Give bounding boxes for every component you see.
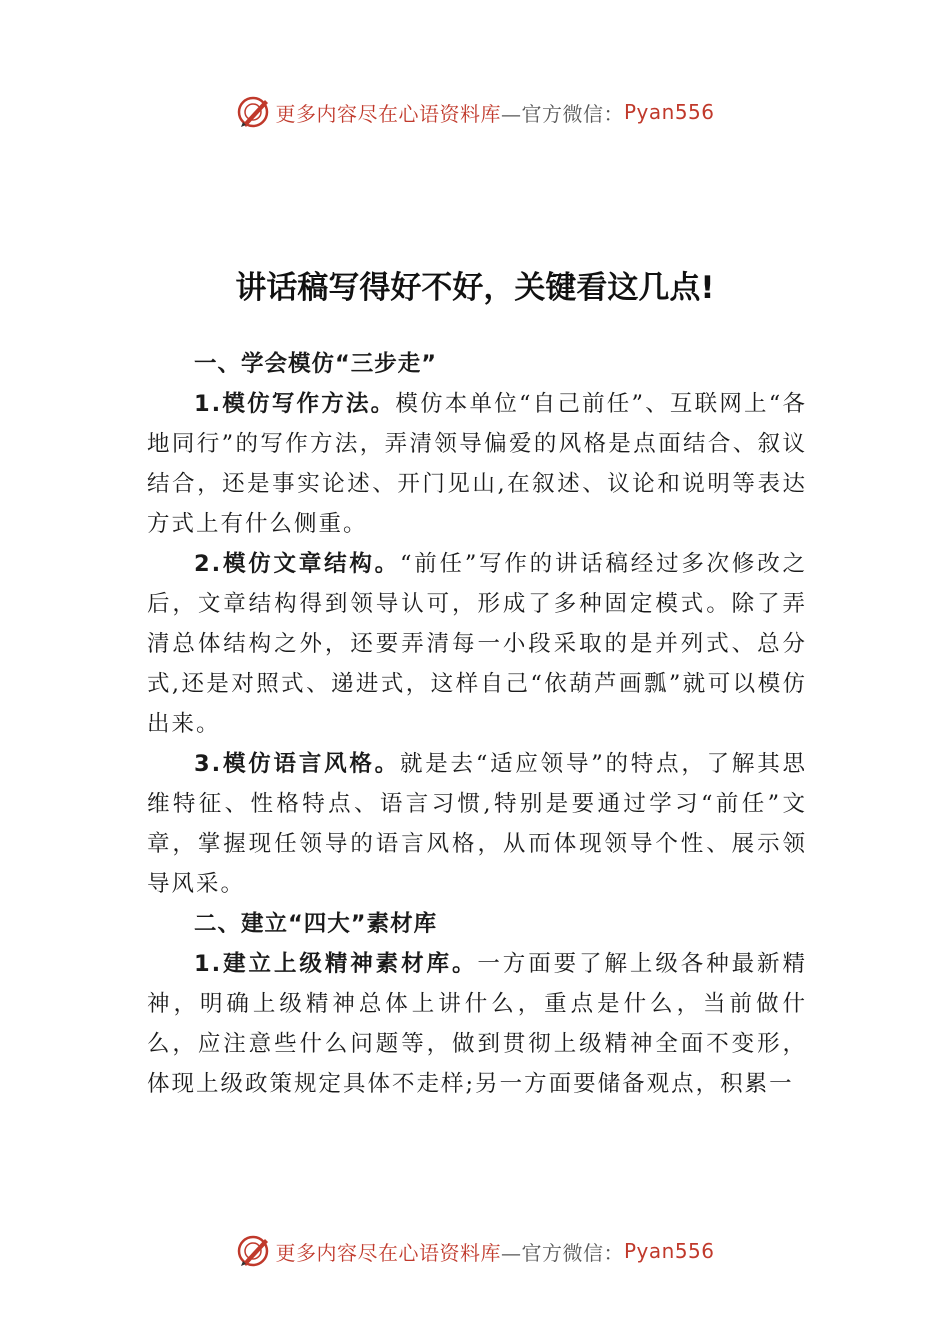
paragraph-2-1 xyxy=(147,944,807,1104)
paragraph-label: 3.模仿语言风格。 xyxy=(194,751,400,777)
watermark-text-library: 更多内容尽在心语资料库 xyxy=(275,1240,501,1265)
paragraph-1-2 xyxy=(147,544,807,744)
paragraph-label: 1.模仿写作方法。 xyxy=(194,391,396,417)
page-title: 讲话稿写得好不好，关键看这几点! xyxy=(235,270,715,306)
watermark-wechat-id: Pyan556 xyxy=(623,1239,715,1263)
watermark-wechat-id: Pyan556 xyxy=(623,100,715,124)
paragraph-text: “前任”写作的讲话稿经过多次修改之后，文章结构得到领导认可，形成了多种固定模式。除了弄清总体结构之外，还要弄清每一小段采取的是并列式、总分式,还是对照式、递进式，这样自己“依葫芦画瓢”就可以模仿出来。 xyxy=(147,551,807,737)
paragraph-1-1 xyxy=(147,384,807,544)
paragraph-text: 模仿本单位“自己前任”、互联网上“各地同行”的写作方法，弄清领导偏爱的风格是点面结合、叙议结合，还是事实论述、开门见山,在叙述、议论和说明等表达方式上有什么侧重。 xyxy=(147,391,807,537)
header-watermark xyxy=(0,94,950,130)
paragraph-text: 一方面要了解上级各种最新精神，明确上级精神总体上讲什么，重点是什么，当前做什么，应注意些什么问题等，做到贯彻上级精神全面不变形，体现上级政策规定具体不走样;另一方面要储备观点，积累一 xyxy=(147,951,807,1097)
pen-logo-icon xyxy=(235,1233,271,1269)
section-heading-1: 一、学会模仿“三步走” xyxy=(194,351,438,377)
watermark-text-wechat: —官方微信： xyxy=(500,1240,624,1265)
watermark-text-library: 更多内容尽在心语资料库 xyxy=(275,101,501,126)
paragraph-1-3 xyxy=(147,744,807,904)
footer-watermark xyxy=(0,1233,950,1269)
article-body xyxy=(147,344,807,1104)
section-heading-2: 二、建立“四大”素材库 xyxy=(194,911,438,937)
watermark-text-wechat: —官方微信： xyxy=(500,101,624,126)
paragraph-label: 1.建立上级精神素材库。 xyxy=(194,951,478,977)
paragraph-text: 就是去“适应领导”的特点，了解其思维特征、性格特点、语言习惯,特别是要通过学习“前任”文章，掌握现任领导的语言风格，从而体现领导个性、展示领导风采。 xyxy=(147,751,807,897)
paragraph-label: 2.模仿文章结构。 xyxy=(194,551,400,577)
pen-logo-icon xyxy=(235,94,271,130)
